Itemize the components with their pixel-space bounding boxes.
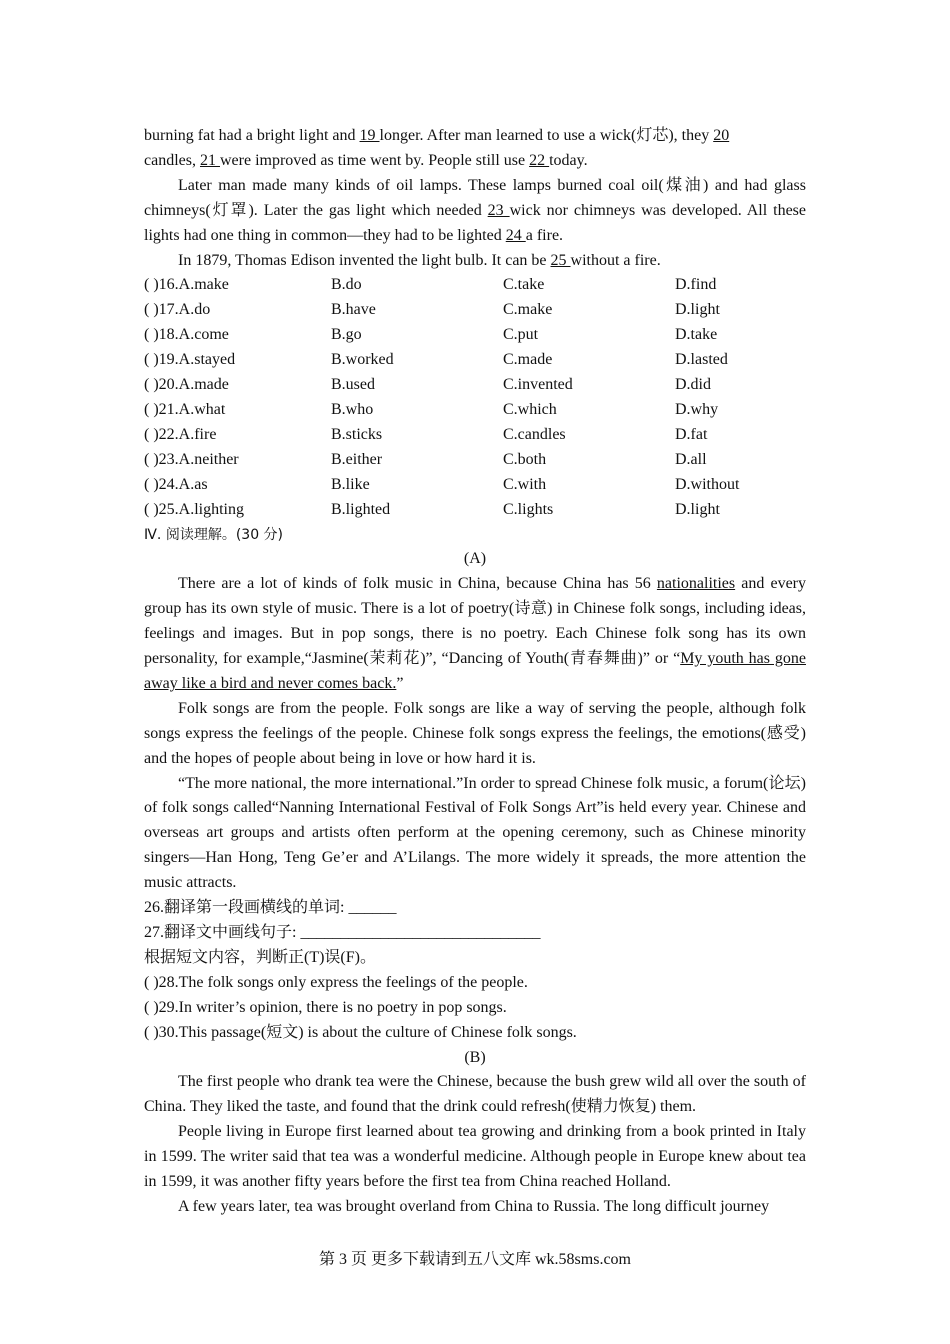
option-row xyxy=(144,473,806,498)
option-d: D.did xyxy=(675,376,711,394)
option-row xyxy=(144,298,806,323)
option-b: B.either xyxy=(331,450,383,468)
option-b: B.go xyxy=(331,326,362,344)
question-option-a: ( )16.A.make xyxy=(144,276,229,294)
option-c: C.candles xyxy=(503,425,566,443)
option-b: B.sticks xyxy=(331,425,383,443)
text: burning fat had a bright light and xyxy=(144,127,360,144)
cloze-paragraph-2 xyxy=(144,174,806,249)
option-d: D.all xyxy=(675,450,707,468)
question-option-a: ( )22.A.fire xyxy=(144,425,217,443)
option-row xyxy=(144,423,806,448)
option-d: D.find xyxy=(675,276,717,294)
blank-24: 24 xyxy=(505,226,526,244)
question-26: 26.翻译第一段画横线的单词: ______ xyxy=(144,899,397,917)
question-option-a: ( )19.A.stayed xyxy=(144,351,236,369)
part-b-label: (B) xyxy=(464,1048,486,1066)
blank-23: 23 xyxy=(487,201,510,219)
option-c: C.invented xyxy=(503,376,573,394)
blank-19: 19 xyxy=(359,127,380,144)
passage-b-paragraph-3: A few years later, tea was brought overland from China to Russia. The long difficult journey xyxy=(178,1197,770,1215)
text: Later man made many kinds of oil lamps. These lamps burned coal oil(煤油) and had glass chimneys(灯罩). Later the gas light which needed xyxy=(144,176,806,219)
option-b: B.have xyxy=(331,301,376,319)
option-c: C.put xyxy=(503,326,539,344)
text: were improved as time went by. People still use xyxy=(219,151,530,169)
option-d: D.light xyxy=(675,301,720,319)
true-false-instructions: 根据短文内容，判断正(T)误(F)。 xyxy=(144,948,376,966)
text: today. xyxy=(549,151,588,169)
option-c: C.lights xyxy=(503,500,554,518)
document-page xyxy=(144,124,806,1220)
underlined-word: nationalities xyxy=(656,575,736,593)
text: ” xyxy=(396,674,404,692)
question-30: ( )30.This passage(短文) is about the culture of Chinese folk songs. xyxy=(144,1023,577,1041)
question-option-a: ( )18.A.come xyxy=(144,326,229,344)
blank-20: 20 xyxy=(713,127,730,144)
question-option-a: ( )20.A.made xyxy=(144,376,229,394)
options-table xyxy=(144,273,806,522)
cloze-paragraph-1 xyxy=(144,124,806,174)
underlined-sentence: My youth has gone away like a bird and never comes back. xyxy=(144,650,806,692)
option-b: B.do xyxy=(331,276,362,294)
option-d: D.fat xyxy=(675,425,708,443)
text: and every group has its own style of music. There is a lot of poetry(诗意) in Chinese folk songs, including ideas, feelings and images. But in pop songs, there is no poetry. Each Chinese folk song has its own personality, for example,“Jasmine(茉莉花)”, “Dancing of Youth(青春舞曲)” or “ xyxy=(144,575,806,668)
option-d: D.take xyxy=(675,326,718,344)
question-option-a: ( )25.A.lighting xyxy=(144,500,244,518)
option-b: B.who xyxy=(331,400,374,418)
question-option-a: ( )17.A.do xyxy=(144,301,211,319)
option-b: B.used xyxy=(331,376,375,394)
text: wick nor chimneys was developed. All these lights had one thing in common—they had to be lighted xyxy=(144,201,806,244)
option-row xyxy=(144,498,806,523)
option-b: B.like xyxy=(331,475,370,493)
option-row xyxy=(144,273,806,298)
option-d: D.lasted xyxy=(675,351,728,369)
cloze-paragraph-3 xyxy=(144,249,806,274)
text: longer. After man learned to use a wick(灯芯), they xyxy=(379,127,714,144)
option-c: C.which xyxy=(503,400,557,418)
question-option-a: ( )23.A.neither xyxy=(144,450,239,468)
text: In 1879, Thomas Edison invented the light bulb. It can be xyxy=(178,251,551,269)
text: candles, xyxy=(144,151,200,169)
section-heading: Ⅳ. 阅读理解。(30 分) xyxy=(144,526,284,543)
option-d: D.light xyxy=(675,500,720,518)
text: a fire. xyxy=(525,226,564,244)
blank-21: 21 xyxy=(199,151,220,169)
passage-a-paragraph-2: Folk songs are from the people. Folk songs are like a way of serving the people, although folk songs express the feelings of the people. Chinese folk songs express the feelings, the emotions(感受) and the hopes of people about being in love or how hard it is. xyxy=(144,699,806,767)
part-a-label: (A) xyxy=(463,550,487,568)
passage-a-paragraph-1 xyxy=(144,572,806,697)
option-c: C.with xyxy=(503,475,547,493)
blank-22: 22 xyxy=(529,151,550,169)
blank-25: 25 xyxy=(550,251,571,269)
option-b: B.worked xyxy=(331,351,394,369)
page-footer: 第 3 页 更多下载请到五八文库 wk.58sms.com xyxy=(318,1251,631,1268)
question-27: 27.翻译文中画线句子: ______________________________ xyxy=(144,924,541,941)
passage-b-paragraph-1: The first people who drank tea were the Chinese, because the bush grew wild all over the south of China. They liked the taste, and found that the drink could refresh(使精力恢复) them. xyxy=(144,1073,806,1116)
option-d: D.why xyxy=(675,400,719,418)
option-c: C.make xyxy=(503,301,553,319)
option-row xyxy=(144,323,806,348)
question-28: ( )28.The folk songs only express the feelings of the people. xyxy=(144,973,528,991)
question-29: ( )29.In writer’s opinion, there is no poetry in pop songs. xyxy=(144,998,507,1016)
option-d: D.without xyxy=(675,475,740,493)
question-option-a: ( )21.A.what xyxy=(144,400,226,418)
passage-b-paragraph-2: People living in Europe first learned about tea growing and drinking from a book printed in Italy in 1599. The writer said that tea was a wonderful medicine. Although people in Europe knew about tea in 1599, it was another fifty years before the first tea from China reached Holland. xyxy=(144,1123,806,1191)
text: without a fire. xyxy=(570,251,661,269)
option-row xyxy=(144,373,806,398)
option-c: C.take xyxy=(503,276,545,294)
option-c: C.made xyxy=(503,351,553,369)
option-c: C.both xyxy=(503,450,547,468)
passage-a-paragraph-3: “The more national, the more international.”In order to spread Chinese folk music, a forum(论坛) of folk songs called“Nanning International Festival of Folk Songs Art”is held every year. Chinese and overseas art groups and artists often perform at the opening ceremony, such as Chinese minority singers—Han Hong, Teng Ge’er and A’Lilangs. The more widely it spreads, the more attention the music attracts. xyxy=(144,774,806,892)
text: There are a lot of kinds of folk music in China, because China has 56 xyxy=(178,575,657,593)
option-row xyxy=(144,448,806,473)
option-b: B.lighted xyxy=(331,500,391,518)
option-row xyxy=(144,348,806,373)
option-row xyxy=(144,398,806,423)
question-option-a: ( )24.A.as xyxy=(144,475,208,493)
